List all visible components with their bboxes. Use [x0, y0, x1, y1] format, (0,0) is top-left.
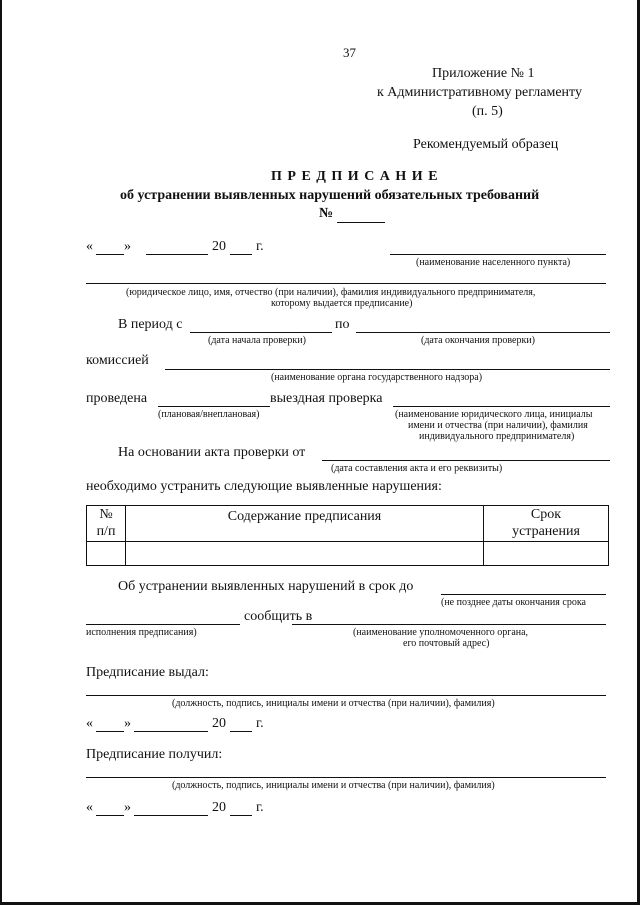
- issuer-line: [86, 695, 606, 696]
- body-caption-2: его почтовый адрес): [403, 638, 490, 649]
- end-date-line: [356, 332, 610, 333]
- notify-label: сообщить в: [244, 609, 313, 624]
- table-header-content-label: Содержание предписания: [227, 509, 382, 524]
- inspected-caption-3: индивидуального предпринимателя): [419, 431, 575, 442]
- table-header-deadline: [484, 506, 609, 542]
- act-caption: (дата составления акта и его реквизиты): [331, 463, 503, 474]
- table-cell-number[interactable]: [87, 542, 126, 566]
- issued-date-close-quote: »: [124, 716, 131, 731]
- issuer-caption: (должность, подпись, инициалы имени и отчества (при наличии), фамилия): [172, 698, 495, 709]
- appendix-line-1: Приложение № 1: [432, 66, 535, 81]
- inspected-line: [393, 406, 610, 407]
- table-header-number: [87, 506, 126, 542]
- appendix-line-2: к Административному регламенту: [377, 85, 582, 100]
- received-month-line: [134, 815, 208, 816]
- scan-border-left: [0, 0, 2, 905]
- issued-date-open-quote: «: [86, 716, 93, 731]
- start-date-caption: (дата начала проверки): [208, 335, 306, 346]
- report-label: Об устранении выявленных нарушений в срок до: [118, 579, 414, 594]
- sample-label: Рекомендуемый образец: [413, 137, 559, 152]
- to-label: по: [335, 317, 350, 332]
- table-cell-deadline[interactable]: [484, 542, 609, 566]
- entity-caption-1: (юридическое лицо, имя, отчество (при наличии), фамилия индивидуального предпринимателя,: [126, 287, 536, 298]
- received-year-line: [230, 815, 252, 816]
- deadline-date-line: [86, 624, 240, 625]
- received-label: Предписание получил:: [86, 747, 223, 762]
- date-year-suffix: г.: [256, 239, 264, 254]
- table-header-content: [126, 506, 484, 542]
- date-day-line: [96, 254, 124, 255]
- table-header-deadline-line2: устранения: [512, 523, 580, 539]
- act-line: [322, 460, 610, 461]
- date-year-prefix: 20: [212, 239, 226, 254]
- issued-year-prefix: 20: [212, 716, 226, 731]
- basis-label: На основании акта проверки от: [118, 445, 306, 460]
- start-date-line: [190, 332, 332, 333]
- receiver-line: [86, 777, 606, 778]
- received-day-line: [96, 815, 124, 816]
- deadline-caption-2: исполнения предписания): [86, 627, 197, 638]
- received-date-open-quote: «: [86, 800, 93, 815]
- receiver-caption: (должность, подпись, инициалы имени и отчества (при наличии), фамилия): [172, 780, 495, 791]
- date-close-quote: »: [124, 239, 131, 254]
- received-date-close-quote: »: [124, 800, 131, 815]
- inspected-caption-2: имени и отчества (при наличии), фамилия: [408, 420, 588, 431]
- table-cell-content[interactable]: [126, 542, 484, 566]
- planned-line: [158, 406, 270, 407]
- commission-line: [165, 369, 610, 370]
- document-number-label: №: [319, 206, 334, 221]
- table-row: [87, 542, 609, 566]
- violations-table: [86, 505, 609, 566]
- settlement-line: [390, 254, 606, 255]
- date-open-quote: «: [86, 239, 93, 254]
- commission-label: комиссией: [86, 353, 149, 368]
- deadline-caption: (не позднее даты окончания срока: [441, 597, 586, 608]
- date-month-line: [146, 254, 208, 255]
- end-date-caption: (дата окончания проверки): [421, 335, 535, 346]
- table-header-deadline-line1: Срок: [530, 507, 562, 523]
- appendix-line-3: (п. 5): [472, 104, 503, 119]
- issued-year-suffix: г.: [256, 716, 264, 731]
- issued-year-line: [230, 731, 252, 732]
- must-fix-label: необходимо устранить следующие выявленные нарушения:: [86, 479, 442, 494]
- body-line: [292, 624, 606, 625]
- document-title: П Р Е Д П И С А Н И Е: [271, 169, 439, 184]
- date-year-line: [230, 254, 252, 255]
- document-number-line: [337, 222, 385, 223]
- settlement-caption: (наименование населенного пункта): [416, 257, 571, 268]
- report-deadline-line: [441, 594, 606, 595]
- document-subtitle: об устранении выявленных нарушений обязательных требований: [120, 188, 540, 203]
- inspected-caption-1: (наименование юридического лица, инициалы: [395, 409, 593, 420]
- conducted-label: проведена: [86, 391, 148, 406]
- received-year-prefix: 20: [212, 800, 226, 815]
- table-header-number-line1: №: [99, 507, 113, 523]
- received-year-suffix: г.: [256, 800, 264, 815]
- issued-label: Предписание выдал:: [86, 665, 209, 680]
- authority-caption: (наименование органа государственного надзора): [271, 372, 483, 383]
- entity-line: [86, 283, 606, 284]
- onsite-inspection-label: выездная проверка: [270, 391, 383, 406]
- period-label: В период с: [118, 317, 183, 332]
- issued-day-line: [96, 731, 124, 732]
- body-caption-1: (наименование уполномоченного органа,: [353, 627, 529, 638]
- table-header-number-line2: п/п: [96, 523, 116, 539]
- issued-month-line: [134, 731, 208, 732]
- page-number: 37: [343, 45, 356, 60]
- planned-caption: (плановая/внеплановая): [158, 409, 260, 420]
- entity-caption-2: которому выдается предписание): [271, 298, 413, 309]
